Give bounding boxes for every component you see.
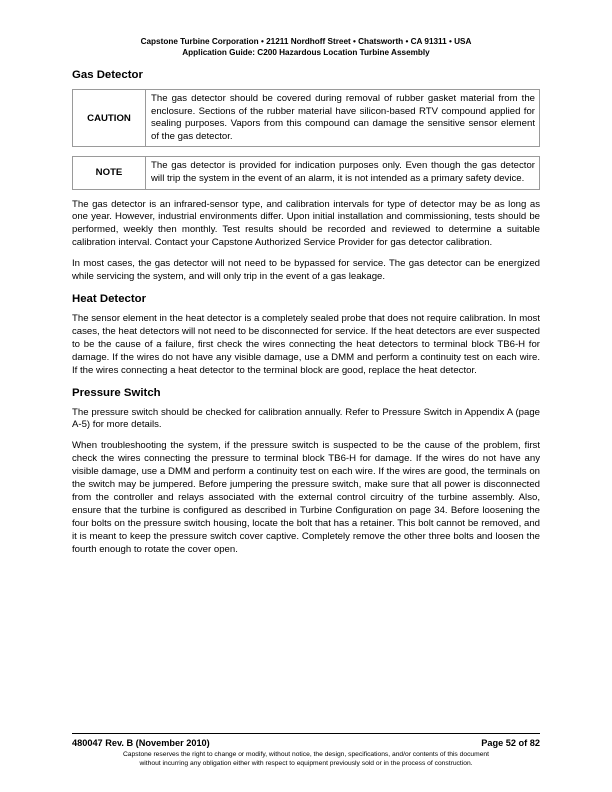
page-number: Page 52 of 82: [481, 738, 540, 748]
note-text: The gas detector is provided for indication purposes only. Even though the gas detector will trip the system in the event of an alarm, it is not intended as a primary safety device.: [151, 160, 535, 184]
gas-detector-paragraph-2: In most cases, the gas detector will not need to be bypassed for service. The gas detector can be energized while servicing the system, and will only trip in the event of a gas leakage.: [72, 258, 540, 283]
gas-detector-paragraph-1: The gas detector is an infrared-sensor type, and calibration intervals for type of detector may be as long as one year. However, industrial environments differ. Upon initial installation and commissioning, tests should be performed, weekly then monthly. Test results should be recorded and reviewed to determine a suitable calibration interval. Contact your Capstone Authorized Service Provider for gas detector calibration.: [72, 198, 540, 249]
disclaimer-line-1: Capstone reserves the right to change or modify, without notice, the design, specifications, and/or contents of this document: [122, 751, 490, 758]
page-content: [72, 68, 540, 565]
heat-detector-paragraph: The sensor element in the heat detector is a completely sealed probe that does not require calibration. In most cases, the heat detectors will not need to be disconnected for service. If the heat detectors are ever suspected to be the cause of a failure, first check the wires connecting the heat detectors to terminal block TB6-H for damage. If the wires do not have any visible damage, use a DMM and perform a continuity test on each wire. If the wires connecting a heat detector to the terminal block are good, replace the heat detector.: [72, 313, 540, 376]
header-company-line: Capstone Turbine Corporation • 21211 Nordhoff Street • Chatsworth • CA 91311 • USA: [140, 37, 472, 46]
header-guide-title: Application Guide: C200 Hazardous Location Turbine Assembly: [182, 48, 430, 57]
note-box: [72, 156, 540, 189]
document-revision: 480047 Rev. B (November 2010): [72, 738, 210, 748]
footer-disclaimer: [72, 751, 540, 768]
page-footer: [72, 733, 540, 768]
caution-box: [72, 89, 540, 147]
disclaimer-line-2: without incurring any obligation either with respect to equipment previously sold or in the process of construction.: [139, 759, 473, 767]
page-header: [0, 36, 612, 58]
pressure-switch-paragraph-2: When troubleshooting the system, if the pressure switch is suspected to be the cause of the problem, first check the wires connecting the pressure to terminal block TB6-H for damage. If the wires do not have any visible damage, use a DMM and perform a continuity test on each wire. If the wires are good, the terminals on the switch may be jumpered. Before jumpering the pressure switch, make sure that all power is disconnected from the controller and relays associated with the external control circuitry of the turbine assembly. Also, ensure that the turbine is configured as described in Turbine Configuration on page 34. Before loosening the four bolts on the pressure switch housing, locate the bolt that has a retainer. This bolt cannot be removed, and it is meant to keep the pressure switch cover captive. Completely remove the other three bolts and loosen the fourth enough to rotate the cover open.: [72, 440, 540, 555]
gas-detector-heading: Gas Detector: [72, 69, 143, 81]
caution-label: CAUTION: [73, 90, 146, 146]
note-label: NOTE: [73, 157, 146, 188]
caution-text: The gas detector should be covered during removal of rubber gasket material from the enclosure. Sections of the rubber material have silicon-based RTV compound applied for sealing purposes. Vapors from this compound can damage the sensitive sensor element of the gas detector.: [151, 93, 535, 142]
pressure-switch-heading: Pressure Switch: [72, 386, 161, 399]
heat-detector-heading: Heat Detector: [72, 293, 147, 305]
pressure-switch-paragraph-1: The pressure switch should be checked for calibration annually. Refer to Pressure Switch in Appendix A (page A-5) for more details.: [72, 406, 540, 431]
